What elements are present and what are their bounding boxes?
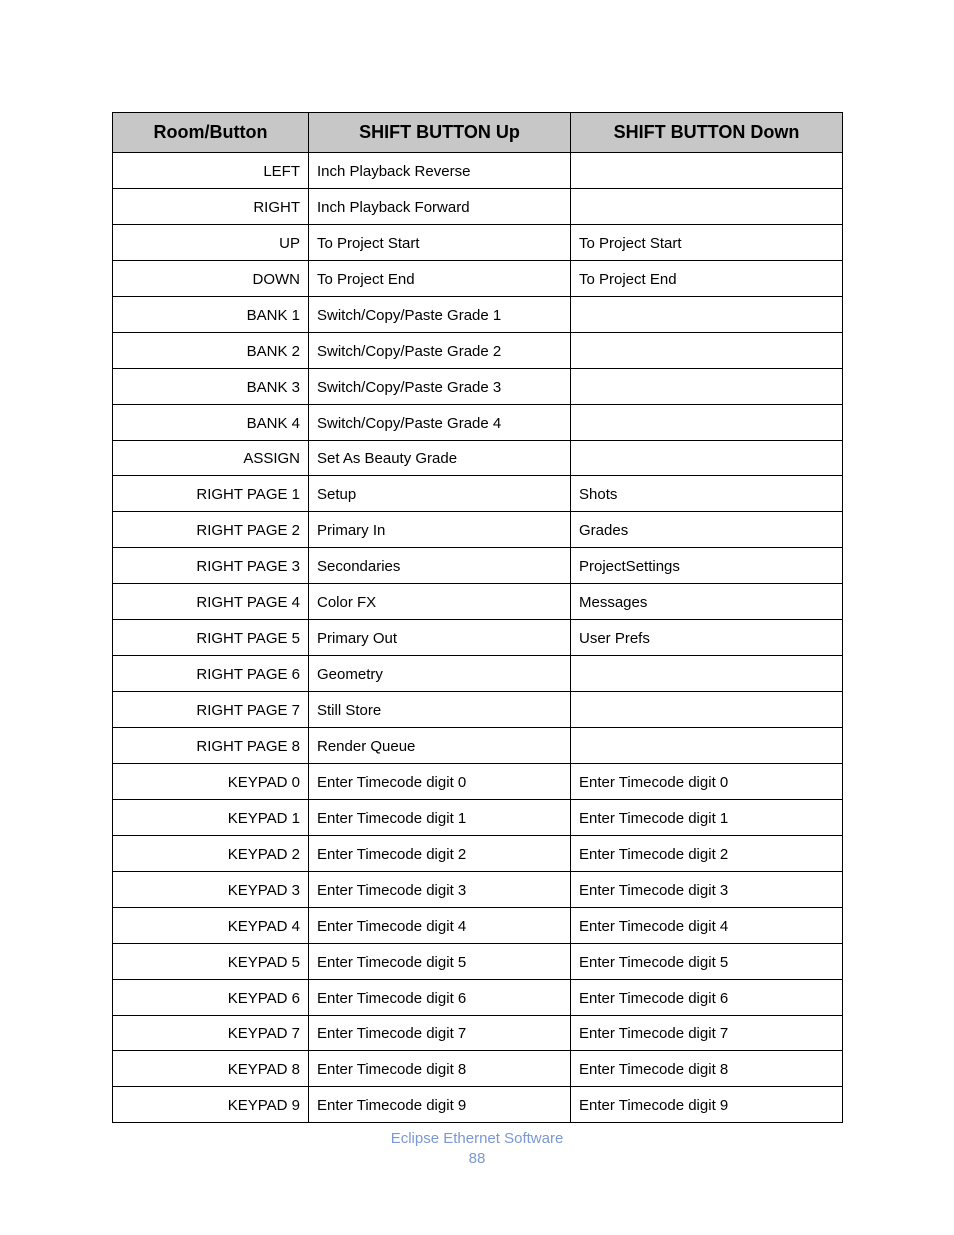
- table-row: [113, 799, 843, 835]
- table-row: [113, 476, 843, 512]
- table-row: [113, 1051, 843, 1087]
- cell-room-button: BANK 3: [113, 368, 309, 404]
- cell-shift-up: Switch/Copy/Paste Grade 3: [309, 368, 571, 404]
- table-row: [113, 440, 843, 476]
- cell-shift-down: [571, 440, 843, 476]
- cell-shift-down: To Project Start: [571, 224, 843, 260]
- cell-shift-down: Enter Timecode digit 5: [571, 943, 843, 979]
- cell-shift-up: Setup: [309, 476, 571, 512]
- cell-room-button: KEYPAD 8: [113, 1051, 309, 1087]
- cell-shift-up: To Project Start: [309, 224, 571, 260]
- cell-room-button: KEYPAD 9: [113, 1087, 309, 1123]
- cell-shift-up: Inch Playback Reverse: [309, 153, 571, 189]
- header-shift-down: SHIFT BUTTON Down: [571, 113, 843, 153]
- cell-shift-up: Enter Timecode digit 4: [309, 907, 571, 943]
- table-row: [113, 153, 843, 189]
- table-header: [113, 113, 843, 153]
- cell-shift-up: Color FX: [309, 584, 571, 620]
- table-row: [113, 224, 843, 260]
- cell-shift-up: Enter Timecode digit 2: [309, 835, 571, 871]
- cell-shift-up: Enter Timecode digit 8: [309, 1051, 571, 1087]
- cell-shift-up: Switch/Copy/Paste Grade 4: [309, 404, 571, 440]
- table-row: [113, 907, 843, 943]
- cell-shift-up: Primary Out: [309, 620, 571, 656]
- table-row: [113, 404, 843, 440]
- cell-shift-up: Switch/Copy/Paste Grade 1: [309, 296, 571, 332]
- cell-shift-down: [571, 332, 843, 368]
- cell-room-button: UP: [113, 224, 309, 260]
- table-row: [113, 512, 843, 548]
- cell-room-button: KEYPAD 1: [113, 799, 309, 835]
- table-row: [113, 260, 843, 296]
- cell-shift-up: Inch Playback Forward: [309, 188, 571, 224]
- cell-room-button: RIGHT PAGE 6: [113, 656, 309, 692]
- cell-room-button: RIGHT: [113, 188, 309, 224]
- cell-room-button: KEYPAD 0: [113, 763, 309, 799]
- table-row: [113, 584, 843, 620]
- table-row: [113, 763, 843, 799]
- cell-room-button: RIGHT PAGE 2: [113, 512, 309, 548]
- table-row: [113, 296, 843, 332]
- cell-shift-down: [571, 296, 843, 332]
- table-row: [113, 332, 843, 368]
- cell-shift-down: Enter Timecode digit 0: [571, 763, 843, 799]
- header-row: [113, 113, 843, 153]
- cell-shift-up: Geometry: [309, 656, 571, 692]
- cell-shift-down: Shots: [571, 476, 843, 512]
- cell-room-button: KEYPAD 6: [113, 979, 309, 1015]
- cell-shift-up: Enter Timecode digit 7: [309, 1015, 571, 1051]
- cell-shift-up: Enter Timecode digit 6: [309, 979, 571, 1015]
- footer-title: Eclipse Ethernet Software: [390, 1130, 564, 1147]
- cell-shift-down: User Prefs: [571, 620, 843, 656]
- cell-shift-down: Enter Timecode digit 2: [571, 835, 843, 871]
- cell-room-button: BANK 4: [113, 404, 309, 440]
- cell-shift-up: Set As Beauty Grade: [309, 440, 571, 476]
- cell-shift-down: Messages: [571, 584, 843, 620]
- cell-room-button: KEYPAD 5: [113, 943, 309, 979]
- cell-room-button: KEYPAD 2: [113, 835, 309, 871]
- table-row: [113, 835, 843, 871]
- cell-room-button: KEYPAD 3: [113, 871, 309, 907]
- header-shift-up: SHIFT BUTTON Up: [309, 113, 571, 153]
- cell-shift-up: Enter Timecode digit 3: [309, 871, 571, 907]
- cell-shift-down: [571, 656, 843, 692]
- cell-shift-up: Enter Timecode digit 9: [309, 1087, 571, 1123]
- table-row: [113, 1087, 843, 1123]
- cell-shift-up: Enter Timecode digit 0: [309, 763, 571, 799]
- header-room-button: Room/Button: [113, 113, 309, 153]
- table-row: [113, 1015, 843, 1051]
- cell-shift-down: [571, 404, 843, 440]
- table-row: [113, 728, 843, 764]
- cell-room-button: DOWN: [113, 260, 309, 296]
- cell-shift-down: Enter Timecode digit 7: [571, 1015, 843, 1051]
- cell-shift-down: [571, 368, 843, 404]
- table-row: [113, 979, 843, 1015]
- cell-shift-down: Enter Timecode digit 9: [571, 1087, 843, 1123]
- cell-shift-down: Enter Timecode digit 1: [571, 799, 843, 835]
- cell-shift-up: Still Store: [309, 692, 571, 728]
- cell-room-button: RIGHT PAGE 1: [113, 476, 309, 512]
- cell-shift-down: Enter Timecode digit 6: [571, 979, 843, 1015]
- cell-shift-down: Enter Timecode digit 4: [571, 907, 843, 943]
- cell-room-button: RIGHT PAGE 3: [113, 548, 309, 584]
- table-row: [113, 692, 843, 728]
- cell-shift-down: [571, 728, 843, 764]
- cell-shift-down: [571, 153, 843, 189]
- button-mapping-table: [112, 112, 843, 1123]
- cell-room-button: ASSIGN: [113, 440, 309, 476]
- cell-room-button: RIGHT PAGE 7: [113, 692, 309, 728]
- table-row: [113, 943, 843, 979]
- table-row: [113, 871, 843, 907]
- cell-shift-up: Enter Timecode digit 5: [309, 943, 571, 979]
- table-row: [113, 548, 843, 584]
- cell-shift-up: Primary In: [309, 512, 571, 548]
- page-number: 88: [468, 1150, 486, 1167]
- cell-shift-up: Secondaries: [309, 548, 571, 584]
- cell-shift-down: To Project End: [571, 260, 843, 296]
- cell-shift-up: To Project End: [309, 260, 571, 296]
- cell-room-button: RIGHT PAGE 4: [113, 584, 309, 620]
- cell-shift-down: Enter Timecode digit 3: [571, 871, 843, 907]
- cell-room-button: RIGHT PAGE 8: [113, 728, 309, 764]
- cell-shift-down: ProjectSettings: [571, 548, 843, 584]
- cell-room-button: KEYPAD 4: [113, 907, 309, 943]
- table-row: [113, 656, 843, 692]
- table-row: [113, 620, 843, 656]
- cell-room-button: KEYPAD 7: [113, 1015, 309, 1051]
- table-row: [113, 368, 843, 404]
- cell-room-button: RIGHT PAGE 5: [113, 620, 309, 656]
- cell-shift-down: [571, 692, 843, 728]
- cell-shift-up: Switch/Copy/Paste Grade 2: [309, 332, 571, 368]
- cell-shift-up: Render Queue: [309, 728, 571, 764]
- table-row: [113, 188, 843, 224]
- cell-room-button: BANK 2: [113, 332, 309, 368]
- table-body: [113, 153, 843, 1123]
- cell-shift-down: Enter Timecode digit 8: [571, 1051, 843, 1087]
- cell-room-button: BANK 1: [113, 296, 309, 332]
- cell-shift-down: Grades: [571, 512, 843, 548]
- cell-shift-down: [571, 188, 843, 224]
- cell-room-button: LEFT: [113, 153, 309, 189]
- cell-shift-up: Enter Timecode digit 1: [309, 799, 571, 835]
